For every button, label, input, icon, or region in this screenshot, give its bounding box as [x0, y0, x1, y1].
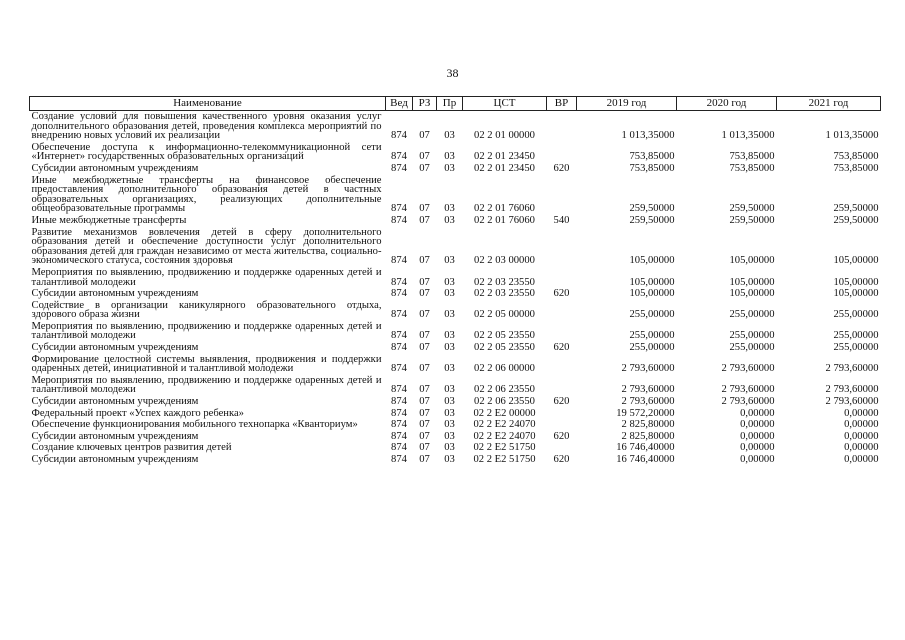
cell-name: Обеспечение функционирования мобильного технопарка «Кванториум»	[31, 419, 358, 431]
cell-2019: 259,50000	[629, 203, 675, 215]
cell-cst: 02 2 E2 51750	[473, 454, 536, 465]
header-vr: ВР	[547, 97, 577, 111]
cell-name: Субсидии автономным учреждениям	[31, 162, 199, 174]
cell-rz: 07	[419, 442, 430, 454]
cell-pr: 03	[444, 419, 455, 431]
table-body	[30, 111, 881, 466]
cell-rz: 07	[419, 214, 430, 226]
cell-vr	[547, 175, 577, 215]
cell-pr: 03	[444, 363, 455, 375]
cell-pr: 03	[444, 130, 455, 142]
table-row	[30, 408, 881, 420]
cell-vr: 620	[553, 396, 570, 408]
cell-2021: 1 013,35000	[825, 130, 879, 142]
cell-pr: 03	[444, 288, 455, 300]
cell-ved: 874	[391, 203, 407, 215]
budget-table	[29, 96, 881, 466]
cell-name: Субсидии автономным учреждениям	[31, 396, 199, 408]
table-header-row	[30, 97, 881, 111]
cell-cst: 02 2 01 00000	[474, 130, 535, 142]
table-row	[30, 142, 881, 163]
table-row	[30, 454, 881, 466]
cell-2021: 0,00000	[844, 442, 879, 454]
cell-2021: 0,00000	[844, 430, 879, 442]
table-row	[30, 175, 881, 215]
cell-2019: 2 793,60000	[621, 384, 675, 396]
cell-2019: 1 013,35000	[621, 130, 675, 142]
cell-name: Мероприятия по выявлению, продвижению и поддержке одаренных детей и талантливой молодежи	[31, 374, 382, 396]
cell-2021: 0,00000	[844, 407, 879, 419]
cell-2021: 2 793,60000	[825, 384, 879, 396]
cell-2021: 753,85000	[833, 162, 879, 174]
cell-pr: 03	[444, 407, 455, 419]
cell-pr: 03	[444, 309, 455, 321]
cell-2019: 2 793,60000	[621, 363, 675, 375]
cell-vr: 620	[553, 454, 570, 465]
cell-vr: 620	[553, 430, 570, 442]
cell-2019: 255,00000	[629, 309, 675, 321]
cell-cst: 02 2 05 23550	[474, 330, 535, 342]
cell-rz: 07	[419, 330, 430, 342]
cell-ved: 874	[391, 454, 407, 465]
cell-vr: 620	[553, 162, 570, 174]
cell-cst: 02 2 03 00000	[474, 255, 535, 267]
cell-2020: 255,00000	[729, 330, 775, 342]
cell-2019: 259,50000	[629, 214, 675, 226]
cell-cst: 02 2 03 23550	[474, 276, 535, 288]
cell-2019: 255,00000	[629, 342, 675, 354]
cell-rz: 07	[419, 276, 430, 288]
cell-ved: 874	[391, 396, 407, 408]
cell-2021: 753,85000	[833, 151, 879, 163]
cell-cst: 02 2 06 00000	[474, 363, 535, 375]
cell-ved: 874	[391, 342, 407, 354]
table-row	[30, 396, 881, 408]
cell-name: Формирование целостной системы выявления, продвижения и поддержки одаренных детей, инициативной и талантливой молодежи	[31, 353, 382, 375]
header-2021: 2021 год	[777, 97, 881, 111]
cell-2020: 753,85000	[729, 162, 775, 174]
cell-2020: 0,00000	[740, 442, 775, 454]
cell-ved: 874	[391, 214, 407, 226]
cell-pr: 03	[444, 276, 455, 288]
cell-cst: 02 2 E2 24070	[473, 430, 536, 442]
cell-2020: 0,00000	[740, 419, 775, 431]
cell-name: Обеспечение доступа к информационно-телекоммуникационной сети «Интернет» государственных образовательных организаций	[31, 141, 382, 163]
cell-ved: 874	[391, 363, 407, 375]
cell-rz: 07	[419, 255, 430, 267]
cell-2020: 753,85000	[729, 151, 775, 163]
cell-name: Субсидии автономным учреждениям	[31, 342, 199, 354]
cell-vr	[547, 408, 577, 420]
cell-rz: 07	[419, 288, 430, 300]
cell-cst: 02 2 E2 24070	[473, 419, 536, 431]
cell-vr	[547, 375, 577, 396]
cell-2020: 0,00000	[740, 430, 775, 442]
cell-2019: 753,85000	[629, 151, 675, 163]
cell-ved: 874	[391, 419, 407, 431]
cell-2019: 753,85000	[629, 162, 675, 174]
cell-2021: 0,00000	[844, 454, 879, 465]
cell-2020: 2 793,60000	[721, 363, 775, 375]
cell-name: Развитие механизмов вовлечения детей в сферу дополнительного образования детей и обеспечение доступности услуг дополнительного образования детей для граждан независимо от места жительства, социально-экономического статуса, состояния здоровья	[31, 226, 382, 267]
cell-name: Субсидии автономным учреждениям	[31, 454, 199, 465]
cell-2020: 259,50000	[729, 203, 775, 215]
table-row	[30, 288, 881, 300]
header-2020: 2020 год	[677, 97, 777, 111]
cell-pr: 03	[444, 162, 455, 174]
header-cst: ЦСТ	[463, 97, 547, 111]
cell-cst: 02 2 05 00000	[474, 309, 535, 321]
cell-ved: 874	[391, 330, 407, 342]
cell-name: Иные межбюджетные трансферты на финансовое обеспечение предоставления дополнительного образования детей в частных образовательных организациях, реализующих дополнительные общеобразовательные программы	[31, 174, 382, 215]
cell-name: Мероприятия по выявлению, продвижению и поддержке одаренных детей и талантливой молодежи	[31, 320, 382, 342]
cell-pr: 03	[444, 454, 455, 465]
cell-ved: 874	[391, 151, 407, 163]
cell-2019: 16 746,40000	[616, 442, 675, 454]
cell-ved: 874	[391, 130, 407, 142]
cell-2021: 105,00000	[833, 288, 879, 300]
cell-pr: 03	[444, 384, 455, 396]
cell-rz: 07	[419, 203, 430, 215]
cell-cst: 02 2 01 76060	[474, 214, 535, 226]
cell-2020: 259,50000	[729, 214, 775, 226]
header-name: Наименование	[30, 97, 386, 111]
table-row	[30, 442, 881, 454]
cell-2020: 0,00000	[740, 454, 775, 465]
table-row	[30, 375, 881, 396]
cell-vr	[547, 442, 577, 454]
cell-2019: 105,00000	[629, 276, 675, 288]
cell-rz: 07	[419, 419, 430, 431]
cell-name: Содействие в организации каникулярного образовательного отдыха, здорового образа жизни	[31, 299, 382, 321]
cell-vr	[547, 419, 577, 431]
cell-2019: 2 825,80000	[621, 430, 675, 442]
cell-cst: 02 2 01 76060	[474, 203, 535, 215]
cell-name: Иные межбюджетные трансферты	[31, 214, 187, 226]
table-row	[30, 431, 881, 443]
cell-name: Субсидии автономным учреждениям	[31, 288, 199, 300]
cell-pr: 03	[444, 214, 455, 226]
cell-rz: 07	[419, 430, 430, 442]
cell-pr: 03	[444, 396, 455, 408]
cell-2020: 2 793,60000	[721, 396, 775, 408]
cell-rz: 07	[419, 130, 430, 142]
cell-cst: 02 2 05 23550	[474, 342, 535, 354]
cell-rz: 07	[419, 407, 430, 419]
cell-2020: 105,00000	[729, 288, 775, 300]
cell-rz: 07	[419, 454, 430, 465]
cell-vr	[547, 321, 577, 342]
header-pr: Пр	[437, 97, 463, 111]
cell-2020: 255,00000	[729, 342, 775, 354]
cell-vr: 620	[553, 288, 570, 300]
cell-name: Создание условий для повышения качественного уровня оказания услуг дополнительного образования детей, проведения комплекса мероприятий по внедрению новых условий их реализации	[31, 111, 382, 142]
cell-ved: 874	[391, 309, 407, 321]
cell-rz: 07	[419, 162, 430, 174]
cell-2021: 105,00000	[833, 255, 879, 267]
table-row	[30, 354, 881, 375]
cell-2020: 105,00000	[729, 276, 775, 288]
cell-2020: 2 793,60000	[721, 384, 775, 396]
cell-2021: 2 793,60000	[825, 363, 879, 375]
cell-cst: 02 2 06 23550	[474, 384, 535, 396]
table-row	[30, 321, 881, 342]
header-2019: 2019 год	[577, 97, 677, 111]
cell-vr	[547, 227, 577, 267]
cell-vr: 540	[553, 214, 570, 226]
cell-2021: 255,00000	[833, 330, 879, 342]
cell-vr	[547, 142, 577, 163]
header-ved: Вед	[386, 97, 413, 111]
cell-name: Субсидии автономным учреждениям	[31, 430, 199, 442]
cell-2019: 16 746,40000	[616, 454, 675, 465]
cell-rz: 07	[419, 384, 430, 396]
cell-2019: 2 825,80000	[621, 419, 675, 431]
cell-ved: 874	[391, 288, 407, 300]
cell-2020: 255,00000	[729, 309, 775, 321]
cell-pr: 03	[444, 442, 455, 454]
cell-2021: 259,50000	[833, 203, 879, 215]
cell-2021: 255,00000	[833, 309, 879, 321]
cell-ved: 874	[391, 162, 407, 174]
cell-ved: 874	[391, 407, 407, 419]
header-rz: РЗ	[413, 97, 437, 111]
cell-2019: 255,00000	[629, 330, 675, 342]
cell-vr	[547, 111, 577, 142]
cell-ved: 874	[391, 255, 407, 267]
cell-cst: 02 2 E2 00000	[473, 407, 536, 419]
cell-rz: 07	[419, 396, 430, 408]
cell-2021: 105,00000	[833, 276, 879, 288]
table-row	[30, 111, 881, 142]
cell-rz: 07	[419, 151, 430, 163]
cell-rz: 07	[419, 309, 430, 321]
cell-cst: 02 2 E2 51750	[473, 442, 536, 454]
cell-vr: 620	[553, 342, 570, 354]
cell-2019: 2 793,60000	[621, 396, 675, 408]
cell-vr	[547, 300, 577, 321]
table-row	[30, 215, 881, 227]
cell-name: Федеральный проект «Успех каждого ребенка»	[31, 407, 244, 419]
cell-cst: 02 2 01 23450	[474, 151, 535, 163]
cell-pr: 03	[444, 151, 455, 163]
cell-cst: 02 2 03 23550	[474, 288, 535, 300]
cell-2019: 105,00000	[629, 255, 675, 267]
cell-rz: 07	[419, 342, 430, 354]
cell-pr: 03	[444, 203, 455, 215]
cell-ved: 874	[391, 430, 407, 442]
cell-2020: 1 013,35000	[721, 130, 775, 142]
cell-name: Создание ключевых центров развития детей	[31, 442, 232, 454]
cell-ved: 874	[391, 442, 407, 454]
cell-pr: 03	[444, 255, 455, 267]
cell-cst: 02 2 01 23450	[474, 162, 535, 174]
cell-2021: 259,50000	[833, 214, 879, 226]
cell-2019: 19 572,20000	[616, 407, 675, 419]
table-row	[30, 342, 881, 354]
cell-ved: 874	[391, 384, 407, 396]
cell-rz: 07	[419, 363, 430, 375]
table-row	[30, 300, 881, 321]
cell-cst: 02 2 06 23550	[474, 396, 535, 408]
cell-vr	[547, 267, 577, 288]
cell-pr: 03	[444, 330, 455, 342]
cell-2020: 0,00000	[740, 407, 775, 419]
cell-2020: 105,00000	[729, 255, 775, 267]
cell-name: Мероприятия по выявлению, продвижению и поддержке одаренных детей и талантливой молодежи	[31, 266, 382, 288]
page-number: 38	[446, 66, 459, 80]
cell-2019: 105,00000	[629, 288, 675, 300]
cell-pr: 03	[444, 430, 455, 442]
cell-pr: 03	[444, 342, 455, 354]
cell-2021: 0,00000	[844, 419, 879, 431]
table-row	[30, 419, 881, 431]
cell-ved: 874	[391, 276, 407, 288]
table-row	[30, 163, 881, 175]
table-row	[30, 267, 881, 288]
table-row	[30, 227, 881, 267]
cell-2021: 255,00000	[833, 342, 879, 354]
cell-vr	[547, 354, 577, 375]
cell-2021: 2 793,60000	[825, 396, 879, 408]
